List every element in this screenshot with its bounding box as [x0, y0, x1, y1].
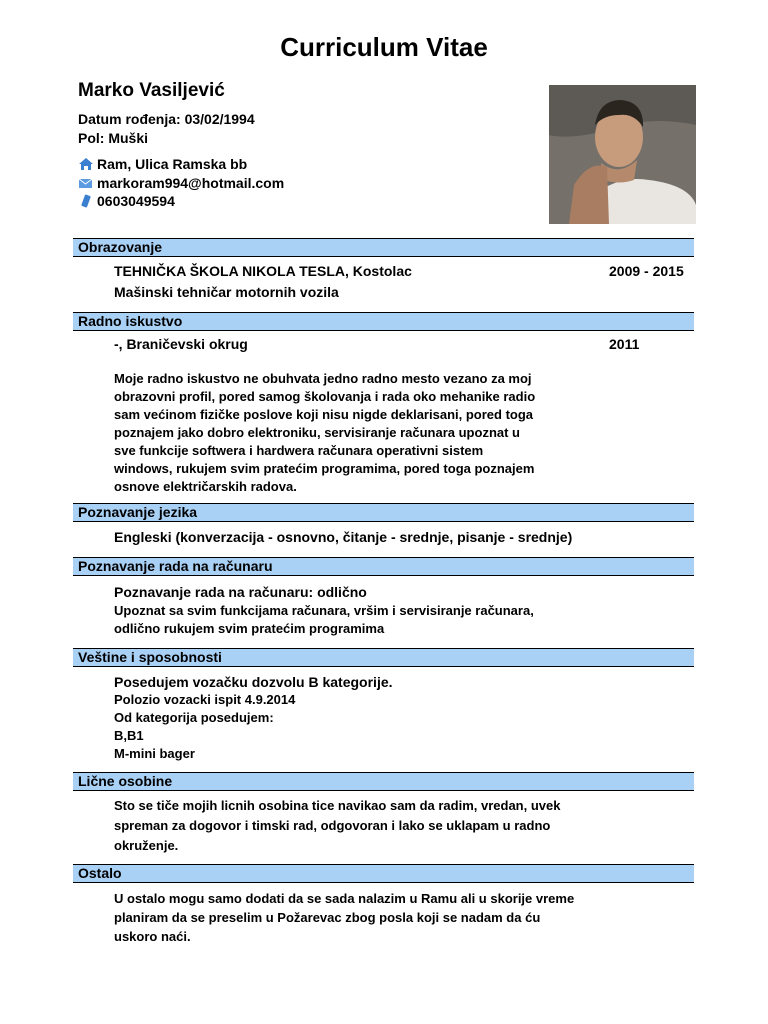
birth-date: Datum rođenja: 03/02/1994	[78, 111, 255, 127]
email-text[interactable]: markoram994@hotmail.com	[97, 175, 285, 191]
personal-text: Sto se tiče mojih licnih osobina tice navikao sam da radim, vredan, uvek spreman za dogovor i timski rad, odgovoran i lako se uklapam u radno okruženje.	[114, 798, 561, 853]
work-description: Moje radno iskustvo ne obuhvata jedno radno mesto vezano za moj obrazovni profil, pored samog školovanja i rada oko mehanike radio sam većinom fizičke poslove koji nisu nigde deklarisani, pored toga poznajem jako dobro elektroniku, servisiranje računara upoznat u sve funkcije softwera i hardwera računara operativni sistem windows, rukujem svim pratećim programima, pored toga poznajem osnove električarskih radova.	[114, 371, 536, 494]
phone-icon	[78, 193, 94, 209]
work-place: -, Braničevski okrug	[114, 336, 248, 352]
person-name: Marko Vasiljević	[78, 80, 225, 101]
section-languages-header: Poznavanje jezika	[73, 503, 694, 522]
computer-level: Poznavanje rada na računaru: odlično	[114, 584, 367, 600]
section-other-header: Ostalo	[73, 864, 694, 883]
phone-row	[78, 193, 175, 209]
work-year: 2011	[609, 336, 640, 352]
page-title: Curriculum Vitae	[280, 32, 488, 62]
section-computer-header: Poznavanje rada na računaru	[73, 557, 694, 576]
skills-details: Polozio vozacki ispit 4.9.2014 Od kategorija posedujem: B,B1 M-mini bager	[114, 692, 296, 761]
education-school: TEHNIČKA ŠKOLA NIKOLA TESLA, Kostolac	[114, 263, 412, 279]
section-work-header: Radno iskustvo	[73, 312, 694, 331]
email-row	[78, 175, 284, 191]
gender: Pol: Muški	[78, 130, 149, 146]
education-profile: Mašinski tehničar motornih vozila	[114, 284, 339, 300]
computer-details: Upoznat sa svim funkcijama računara, vršim i servisiranje računara, odlično rukujem svim pratećim programima	[114, 603, 534, 636]
home-icon	[78, 156, 94, 172]
address-text: Ram, Ulica Ramska bb	[97, 156, 248, 172]
education-years: 2009 - 2015	[609, 263, 684, 279]
other-text: U ostalo mogu samo dodati da se sada nalazim u Ramu ali u skorije vreme planiram da se preselim u Požarevac zbog posla koji se nadam da ću uskoro naći.	[114, 891, 575, 944]
email-icon	[78, 175, 94, 191]
section-education-header: Obrazovanje	[73, 238, 694, 257]
section-skills-header: Veštine i sposobnosti	[73, 648, 694, 667]
address-row	[78, 156, 247, 172]
skills-license: Posedujem vozačku dozvolu B kategorije.	[114, 674, 393, 690]
phone-text: 0603049594	[97, 193, 175, 209]
languages-text: Engleski (konverzacija - osnovno, čitanje - srednje, pisanje - srednje)	[114, 529, 573, 545]
profile-photo	[549, 85, 696, 224]
section-personal-header: Lične osobine	[73, 772, 694, 791]
